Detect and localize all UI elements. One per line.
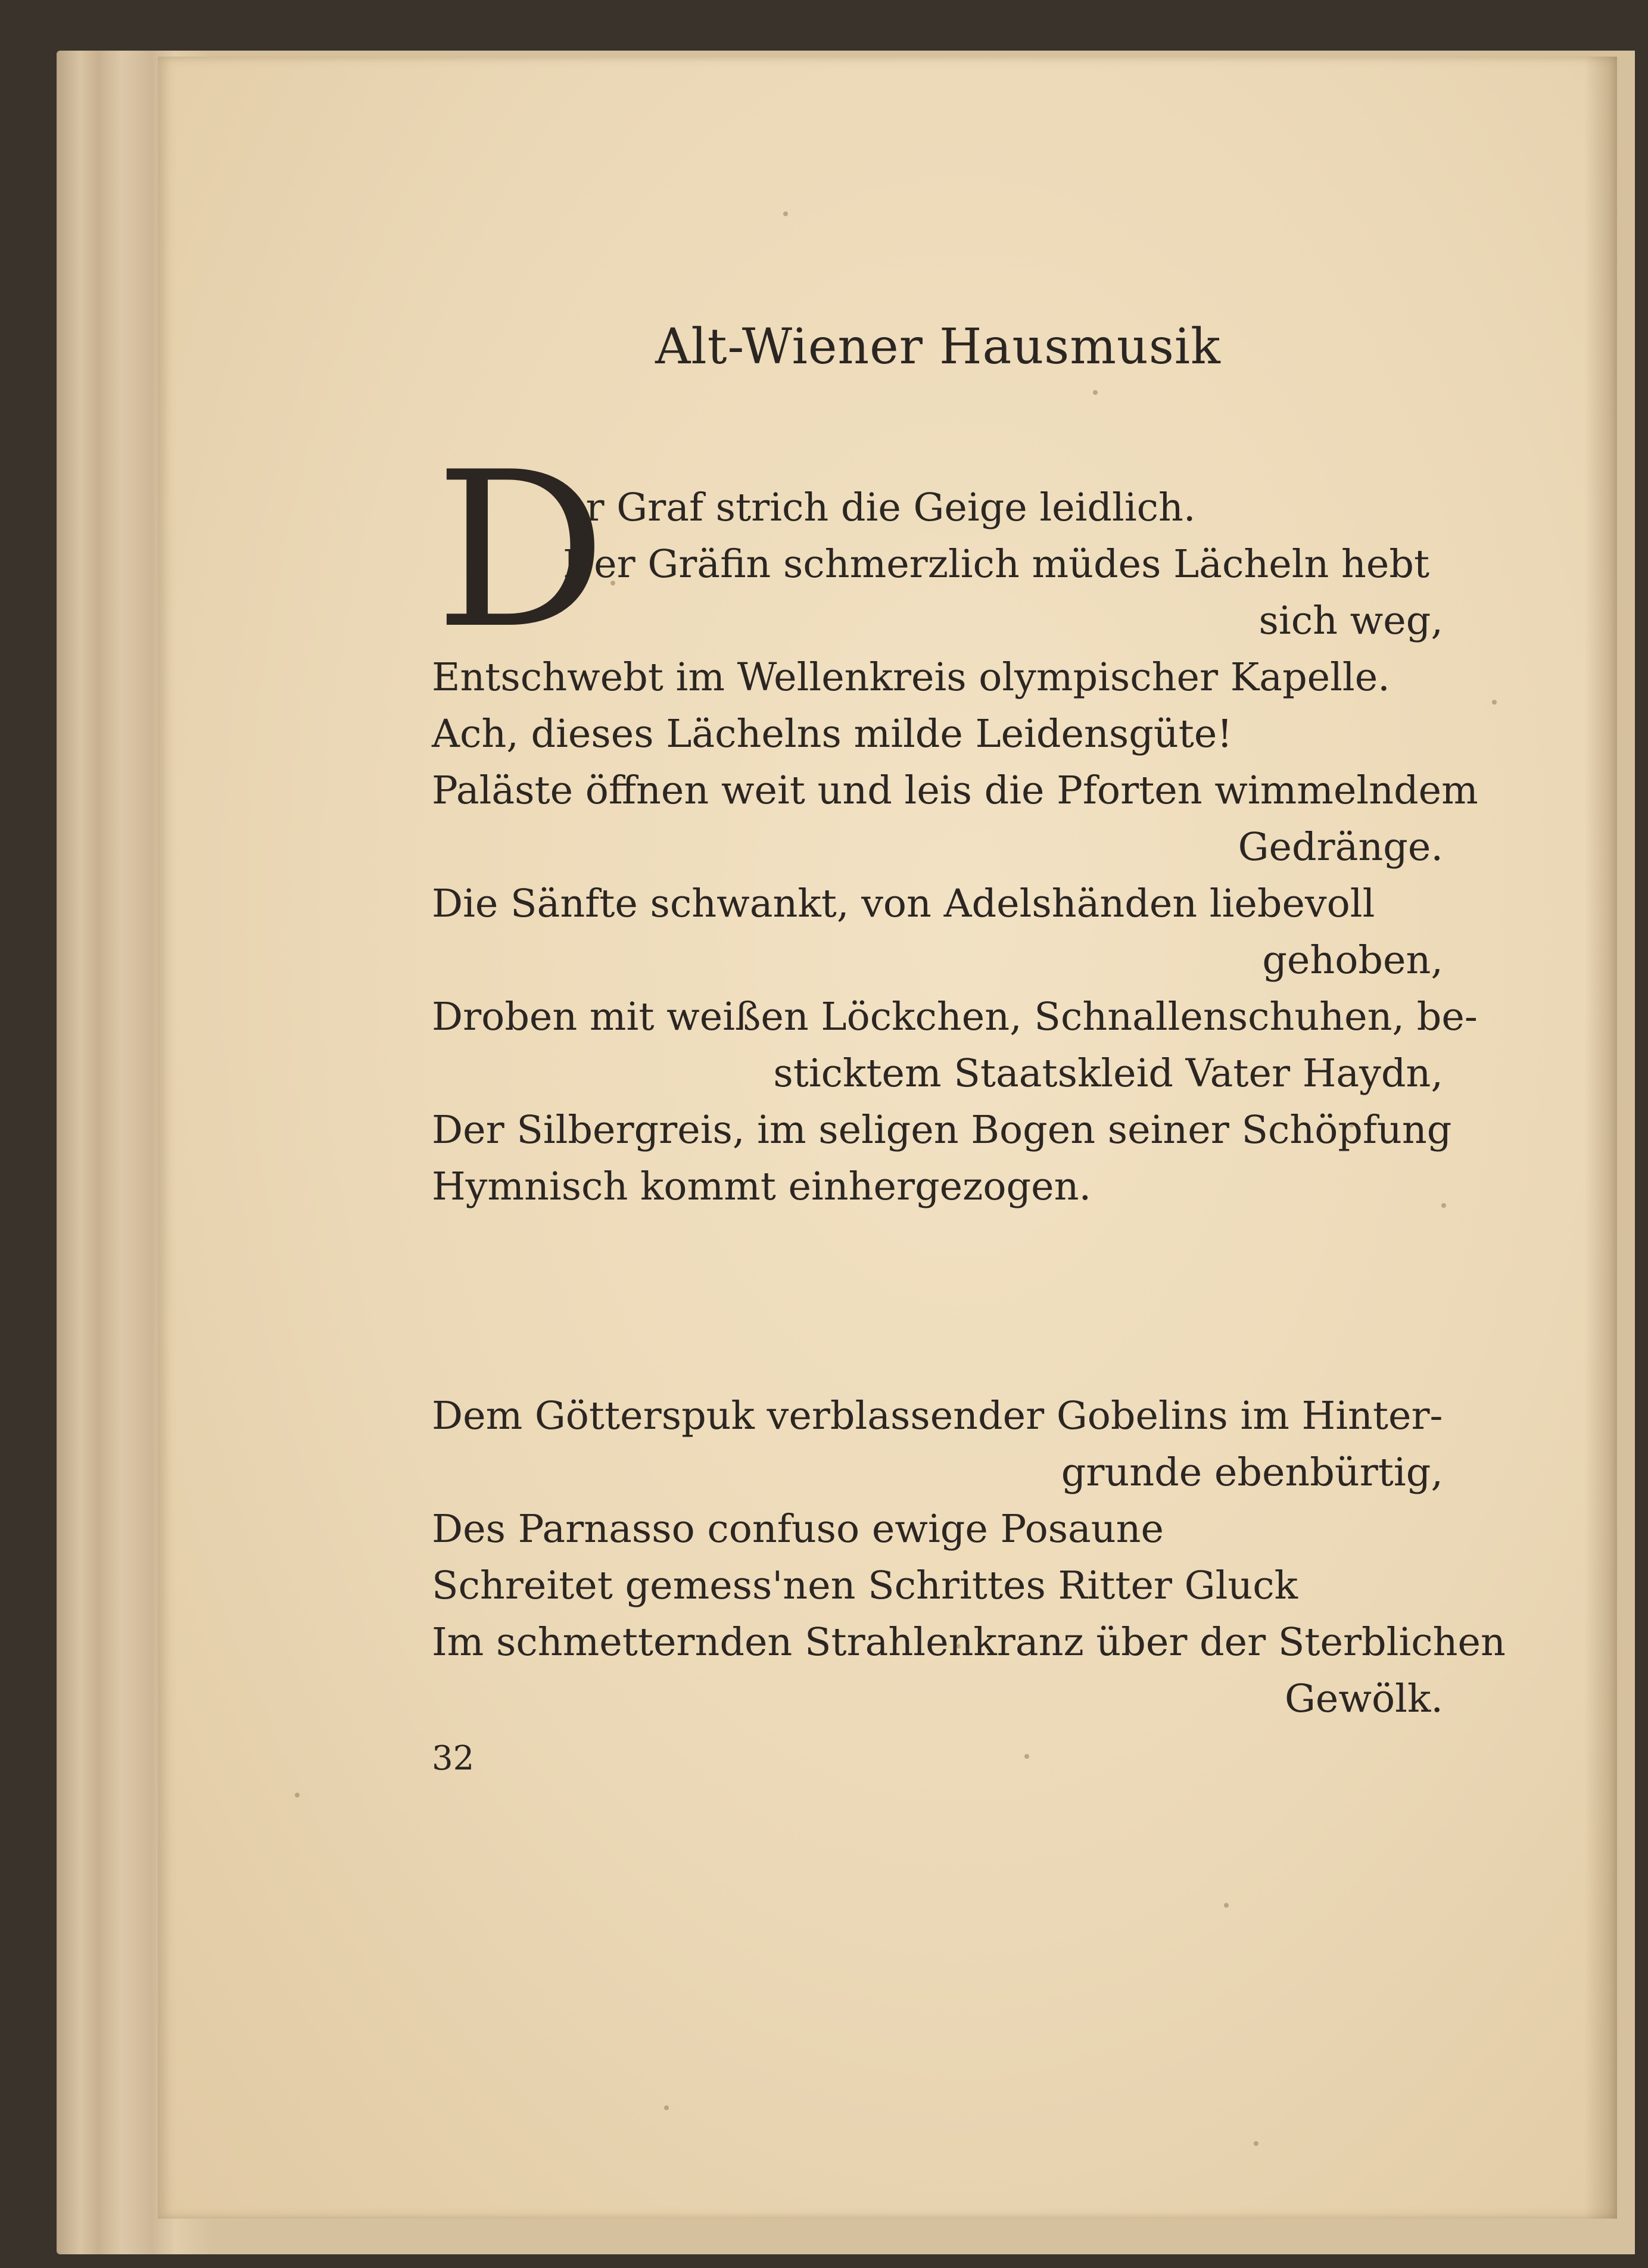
poem-line: Entschwebt im Wellenkreis olympischer Kapelle. (432, 655, 1390, 700)
poem-line: Des Parnasso confuso ewige Posaune (432, 1507, 1164, 1552)
book-page (158, 57, 1617, 2219)
poem-line: Gewölk. (1285, 1677, 1443, 1721)
poem-line: grunde ebenbürtig, (1061, 1450, 1443, 1495)
poem-line: er Graf strich die Geige leidlich. (563, 485, 1196, 530)
poem-text (432, 57, 1599, 2219)
poem-line: sticktem Staatskleid Vater Haydn, (773, 1051, 1443, 1096)
poem-line: Schreitet gemess'nen Schrittes Ritter Gluck (432, 1563, 1298, 1608)
poem-line: Gedränge. (1238, 825, 1443, 870)
poem-line: sich weg, (1258, 599, 1443, 643)
poem-line: Hymnisch kommt einhergezogen. (432, 1164, 1092, 1209)
poem-line: Im schmetternden Strahlenkranz über der Sterblichen (432, 1620, 1506, 1665)
poem-line: Paläste öffnen weit und leis die Pforten wimmelndem (432, 768, 1478, 813)
poem-line: Droben mit weißen Löckchen, Schnallenschuhen, be- (432, 995, 1478, 1039)
poem-line: Der Silbergreis, im seligen Bogen seiner Schöpfung (432, 1108, 1452, 1152)
poem-title: Alt-Wiener Hausmusik (655, 319, 1221, 375)
poem-line: Ach, dieses Lächelns milde Leidensgüte! (432, 712, 1233, 756)
poem-line: gehoben, (1262, 938, 1443, 983)
poem-line: Die Sänfte schwankt, von Adelshänden liebevoll (432, 881, 1375, 926)
page-number: 32 (432, 1739, 475, 1778)
drop-cap: D (435, 426, 607, 675)
poem-line: Der Gräfin schmerzlich müdes Lächeln hebt (563, 542, 1430, 587)
poem-line: Dem Götterspuk verblassender Gobelins im Hinter- (432, 1394, 1443, 1438)
